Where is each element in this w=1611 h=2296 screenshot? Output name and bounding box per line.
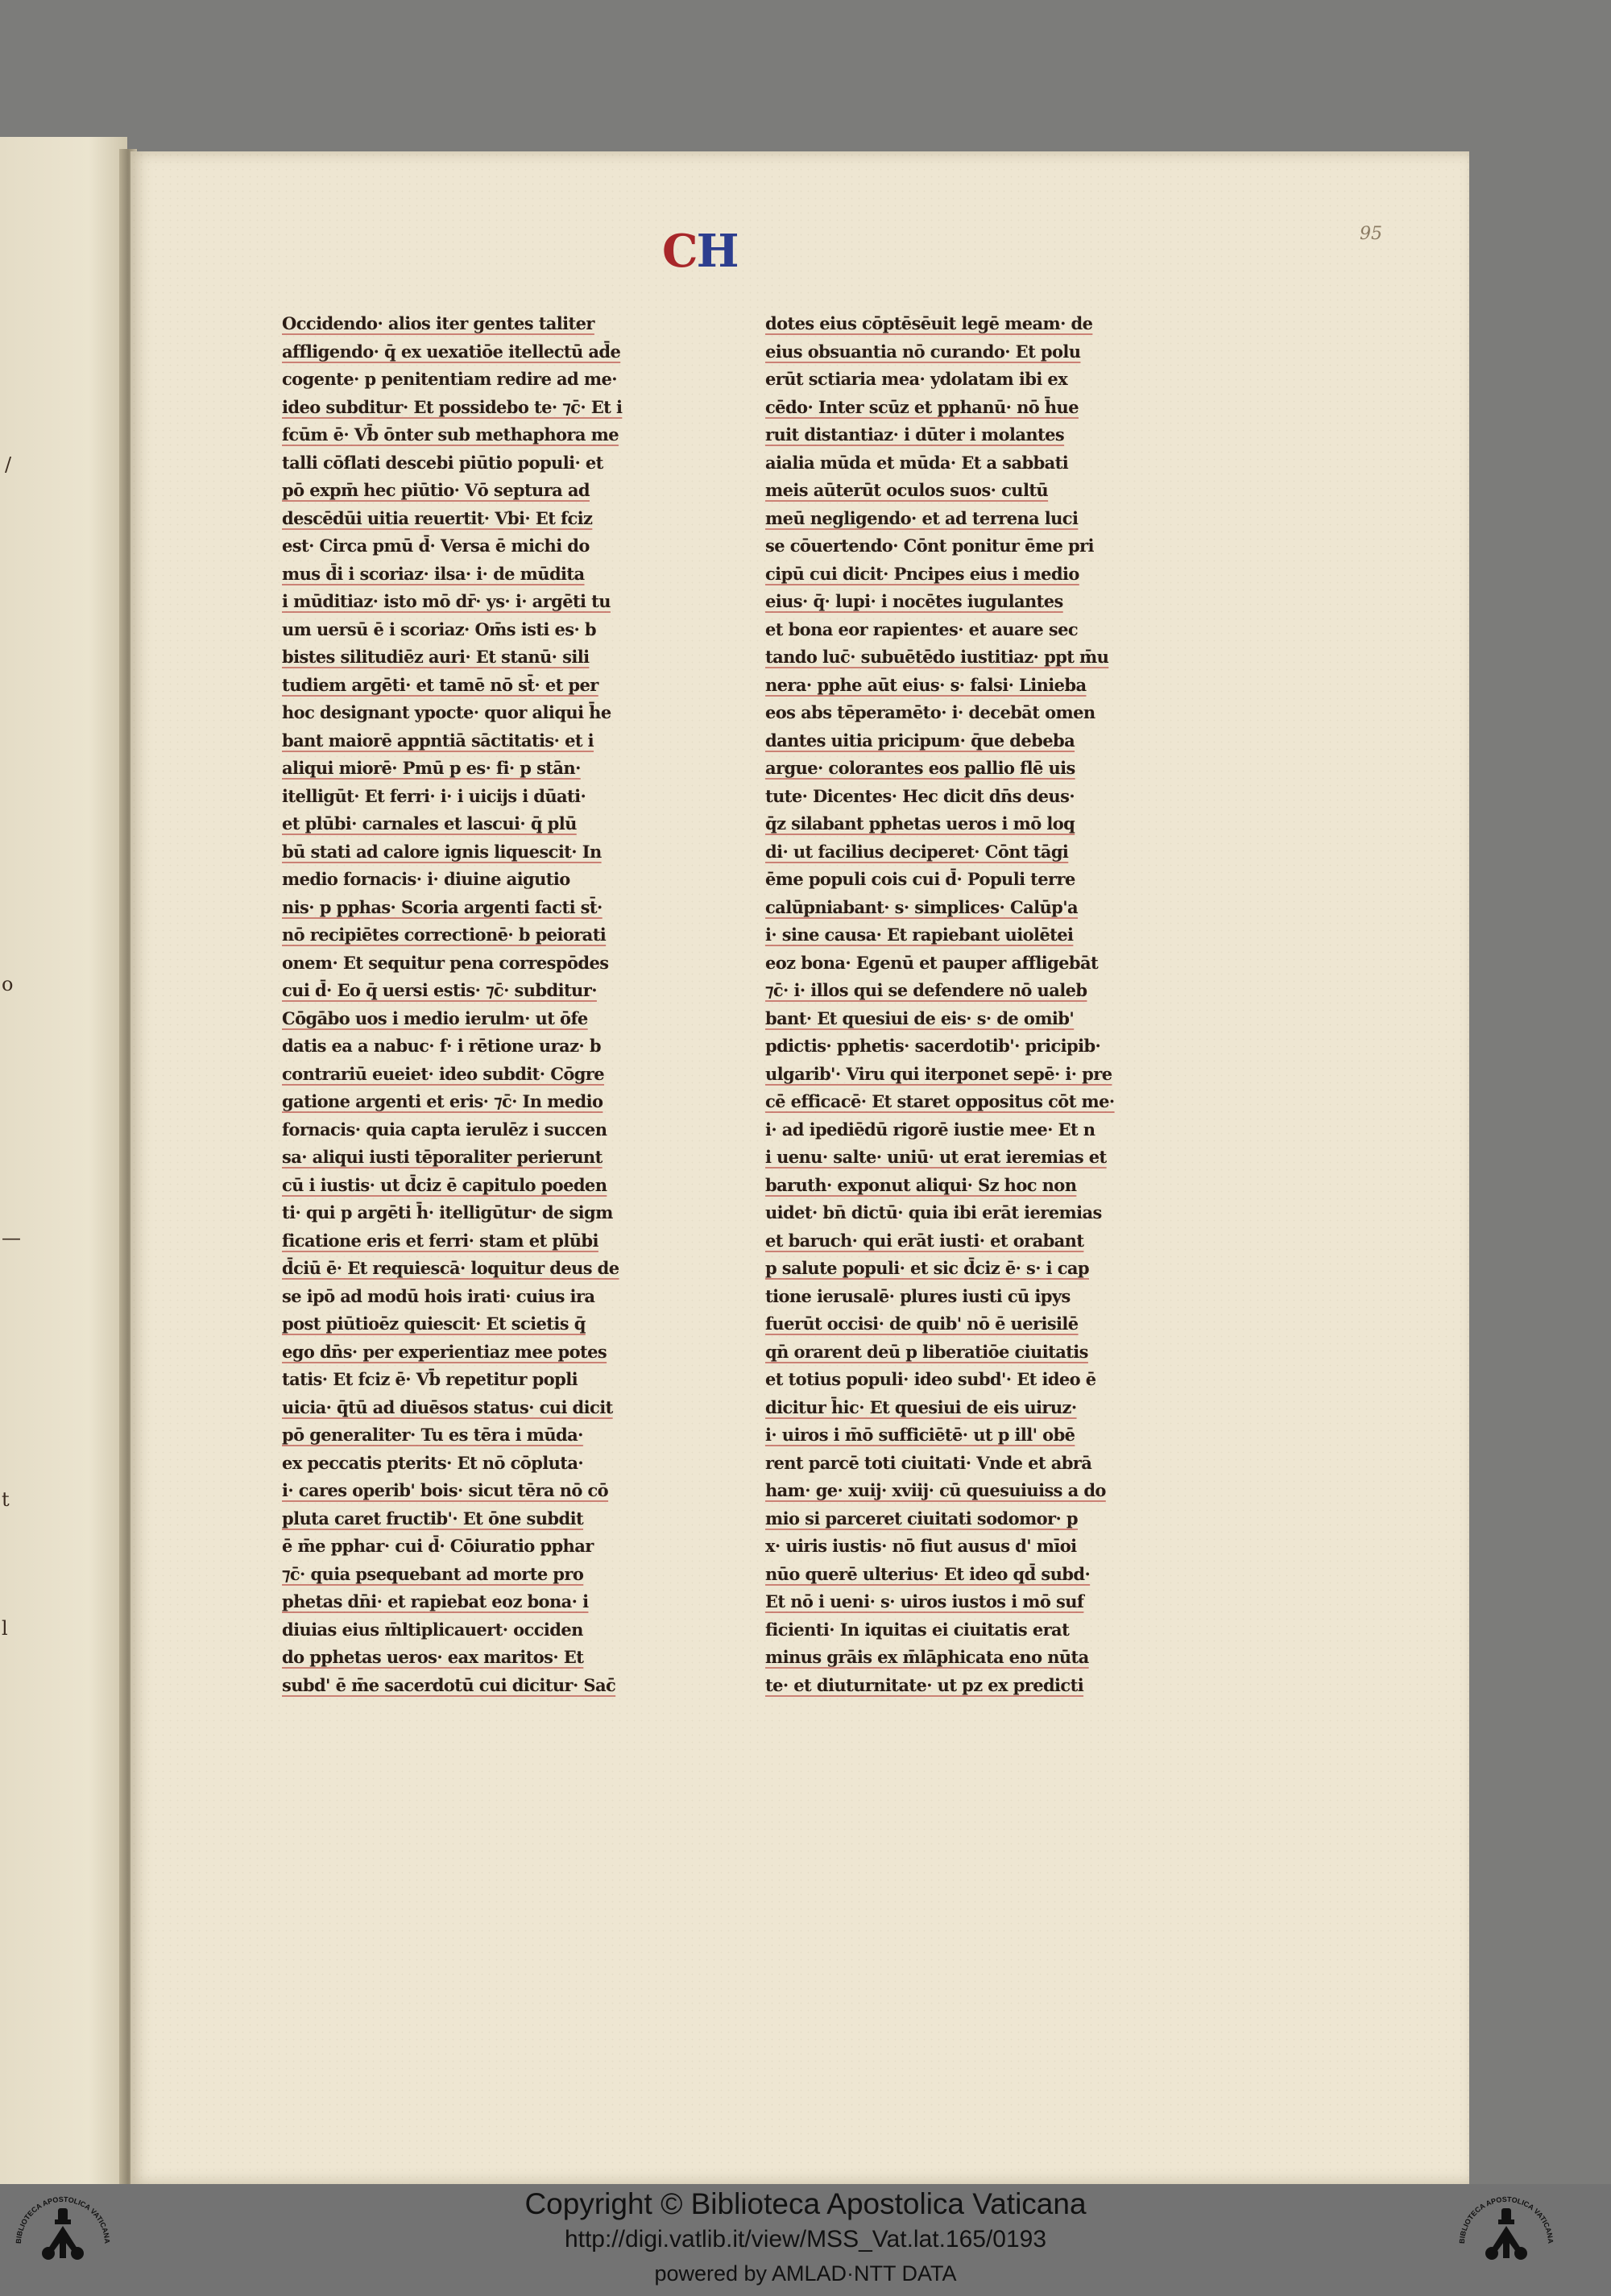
text-line: se ipō ad modū hois irati· cuius ira (282, 1285, 595, 1306)
margin-mark: / (5, 453, 12, 476)
text-line: um uersū ē i scoriaz· Om̄s isti es· b (282, 618, 596, 639)
text-line: Et nō i ueni· s· uiros iustos i mō suf (765, 1591, 1084, 1611)
text-line: i· uiros i m̄ō sufficiētē· ut p ill' obē (765, 1425, 1075, 1445)
text-line: ego dn̄s· per experientiaz mee potes (282, 1341, 607, 1362)
text-line: medio fornacis· i· diuine aigutio (282, 869, 570, 889)
text-line: aialia mūda et mūda· Et a sabbati (765, 452, 1069, 473)
text-line: se cōuertendo· Cōnt ponitur ēme pri (765, 536, 1094, 556)
text-column-right (765, 310, 1210, 1699)
text-line: tute· Dicentes· Hec dicit dn̄s deus· (765, 785, 1075, 806)
text-line: talli cōflati descebi piūtio populi· et (282, 452, 603, 473)
text-line: pluta caret fructib'· Et ōne subdit (282, 1508, 584, 1529)
text-line: uicia· q̄tū ad diuēsos status· cui dicit (282, 1396, 613, 1417)
text-line: calūpniabant· s· simplices· Calūp'a (765, 896, 1079, 917)
text-line: cū i iustis· ut d̄ciz ē capitulo poeden (282, 1174, 607, 1195)
text-line: nūo querē ulterius· Et ideo qd̄ subd· (765, 1563, 1091, 1584)
text-line: x· uiris iustis· nō fiut ausus d' mīoi (765, 1536, 1077, 1556)
text-line: meis aūterūt oculos suos· cultū (765, 480, 1049, 500)
text-line: erūt sctiaria mea· ydolatam ibi ex (765, 369, 1068, 389)
text-line: tudiem argēti· et tamē nō st̄· et per (282, 674, 598, 695)
text-line: ulgarib'· Viru qui iterponet sepē· i· pre (765, 1063, 1112, 1084)
seal-text: BIBLIOTECA APOSTOLICA VATICANA (14, 2195, 112, 2244)
text-line: pdictis· pphetis· sacerdotib'· pricipib· (765, 1036, 1101, 1056)
text-line: i· cares operib' bois· sicut tēra nō cō (282, 1480, 609, 1500)
text-line: i· sine causa· Et rapiebant uiolētei (765, 925, 1074, 945)
text-line: eos abs tēperamēto· i· decebāt omen (765, 702, 1095, 722)
text-line: eius obsuantia nō curando· Et polu (765, 341, 1081, 362)
text-column-left (282, 310, 727, 1699)
seal-text: BIBLIOTECA APOSTOLICA VATICANA (1457, 2195, 1555, 2244)
text-line: ⁊c̄· i· illos qui se defendere nō ualeb (765, 980, 1087, 1000)
text-line: hoc designant ypocte· quor aliqui h̄e (282, 702, 611, 722)
text-line: sa· aliqui iusti tēporaliter perierunt (282, 1147, 603, 1167)
text-line: post piūtioēz quiescit· Et scietis q̄ (282, 1313, 586, 1334)
text-line: ēme populi cois cui d̄· Populi terre (765, 869, 1075, 889)
text-line: tatis· Et fciz ē· Vb̄ repetitur popli (282, 1369, 578, 1389)
text-line: ficienti· In iquitas ei ciuitatis erat (765, 1619, 1070, 1640)
text-line: i uenu· salte· uniū· ut erat ieremias et (765, 1147, 1107, 1167)
text-line: eius· q̄· lupi· i nocētes iugulantes (765, 591, 1063, 611)
text-line: di· ut facilius deciperet· Cōnt tāgi (765, 841, 1069, 862)
text-line: uidet· bn̄ dictū· quia ibi erāt ieremias (765, 1202, 1102, 1222)
text-line: pō expm̄ hec piūtio· Vō septura ad (282, 480, 590, 500)
text-line: i· ad ipediēdū rigorē iustie mee· Et n (765, 1119, 1095, 1140)
text-line: et plūbi· carnales et lascui· q̄ plū (282, 813, 577, 834)
text-line: nō recipiētes correctionē· b peiorati (282, 925, 607, 945)
folio-number: 95 (1360, 224, 1382, 244)
text-line: nis· p pphas· Scoria argenti facti st̄· (282, 896, 603, 917)
facing-page-edge (0, 137, 127, 2184)
text-line: bistes silitudiēz auri· Et stanū· sili (282, 647, 590, 667)
text-line: do pphetas ueros· eax maritos· Et (282, 1647, 584, 1667)
text-line: baruth· exponut aliqui· Sz hoc non (765, 1174, 1077, 1195)
text-line: et baruch· qui erāt iusti· et orabant (765, 1230, 1084, 1251)
text-line: onem· Et sequitur pena correspōdes (282, 952, 609, 973)
text-line: Cōgābo uos i medio ierulm· ut ōfe (282, 1007, 588, 1028)
text-line: cē efficacē· Et staret oppositus cōt me· (765, 1091, 1115, 1111)
text-line: bū stati ad calore ignis liquescit· In (282, 841, 602, 862)
text-line: qn̄ orarent deū p liberatiōe ciuitatis (765, 1341, 1088, 1362)
text-line: ex peccatis pterits· Et nō cōpluta· (282, 1452, 584, 1473)
text-line: diuias eius m̄ltiplicauert· occiden (282, 1619, 583, 1640)
text-line: subd' ē m̄e sacerdotū cui dicitur· Sac̄ (282, 1674, 616, 1695)
text-line: dicitur h̄ic· Et quesiui de eis uiruz· (765, 1396, 1077, 1417)
text-line: d̄ciū ē· Et requiescā· loquitur deus de (282, 1258, 619, 1278)
text-line: bant maiorē appntiā sāctitatis· et i (282, 730, 594, 751)
text-line: tione ierusalē· plures iusti cū ipys (765, 1285, 1071, 1306)
margin-mark: t (2, 1488, 10, 1511)
text-line: fuerūt occisi· de quib' nō ē uerisilē (765, 1313, 1079, 1334)
text-line: cogente· p penitentiam redire ad me· (282, 369, 617, 389)
text-line: tando luc̄· subuētēdo iustitiaz· ppt m̄u (765, 647, 1109, 667)
text-line: cui d̄· Eo q̄ uersi estis· ⁊c̄· subditur· (282, 980, 597, 1000)
text-line: ruit distantiaz· i dūter i molantes (765, 424, 1065, 445)
text-line: i mūditiaz· isto mō dr̄· ys· i· argēti tu (282, 591, 611, 611)
margin-mark: l (2, 1617, 8, 1640)
text-line: datis ea a nabuc· f· i rētione uraz· b (282, 1036, 601, 1056)
text-line: bant· Et quesiui de eis· s· de omib' (765, 1007, 1075, 1028)
text-line: eoz bona· Egenū et pauper affligebāt (765, 952, 1099, 973)
text-line: gatione argenti et eris· ⁊c̄· In medio (282, 1091, 603, 1111)
text-line: p salute populi· et sic d̄ciz ē· s· i cap (765, 1258, 1090, 1278)
text-line: ham· ge· xuij· xviij· cū quesuiuiss a do (765, 1480, 1106, 1500)
margin-mark: o (2, 973, 14, 995)
text-line: fornacis· quia capta ierulēz i succen (282, 1119, 607, 1140)
text-line: contrariū eueiet· ideo subdit· Cōgre (282, 1063, 605, 1084)
copyright-text: Copyright © Biblioteca Apostolica Vaticana (524, 2187, 1087, 2220)
text-line: te· et diuturnitate· ut pz ex predicti (765, 1674, 1084, 1695)
text-line: meū negligendo· et ad terrena luci (765, 507, 1079, 528)
text-line: minus grāis ex m̄lāphicata eno nūta (765, 1647, 1089, 1667)
text-line: pō generaliter· Tu es tēra i mūda· (282, 1425, 583, 1445)
text-line: est· Circa pmū d̄· Versa ē michi do (282, 536, 590, 556)
text-line: ficatione eris et ferri· stam et plūbi (282, 1230, 598, 1251)
text-line: Occidendo· alios iter gentes taliter (282, 313, 594, 333)
chapter-heading (662, 225, 738, 278)
text-line: cēdo· Inter scūz et pphanū· nō h̄ue (765, 396, 1079, 417)
text-line: argue· colorantes eos pallio flē uis (765, 758, 1075, 778)
text-line: dantes uitia pricipum· q̄ue debeba (765, 730, 1075, 751)
heading-initial: C (662, 225, 697, 278)
text-line: ti· qui p argēti h̄· itelligūtur· de sigm (282, 1202, 613, 1222)
text-line: rent parcē toti ciuitati· Vnde et abrā (765, 1452, 1092, 1473)
heading-letter: H (696, 225, 738, 278)
text-line: et totius populi· ideo subd'· Et ideo ē (765, 1369, 1096, 1389)
text-line: mio si parceret ciuitati sodomor· p (765, 1508, 1078, 1529)
text-line: et bona eor rapientes· et auare sec (765, 618, 1079, 639)
text-line: itelligūt· Et ferri· i· i uicijs i dūati· (282, 785, 586, 806)
powered-by-text: powered by AMLAD·NTT DATA (654, 2261, 957, 2286)
text-line: ideo subditur· Et possidebo te· ⁊c̄· Et i (282, 396, 623, 417)
text-line: mus d̄i i scoriaz· ilsa· i· de mūdita (282, 563, 585, 584)
text-line: ē m̄e pphar· cui d̄· Cōiuratio pphar (282, 1536, 594, 1556)
text-line: ⁊c̄· quia psequebant ad morte pro (282, 1563, 584, 1584)
text-line: phetas dn̄i· et rapiebat eoz bona· i (282, 1591, 589, 1611)
text-line: descēdūi uitia reuertit· Vbi· Et fciz (282, 507, 593, 528)
text-line: nera· pphe aūt eius· s· falsi· Linieba (765, 674, 1087, 695)
text-line: aliqui miorē· Pmū p es· fi· p stān· (282, 758, 581, 778)
source-url[interactable]: http://digi.vatlib.it/view/MSS_Vat.lat.165/0193 (564, 2226, 1047, 2253)
text-line: cipū cui dicit· Pncipes eius i medio (765, 563, 1079, 584)
text-line: dotes eius cōptēsēuit legē meam· de (765, 313, 1093, 333)
text-line: fcūm ē· Vb̄ ōnter sub methaphora me (282, 424, 619, 445)
margin-mark: — (2, 1227, 21, 1249)
text-line: q̄z silabant pphetas ueros i mō loq (765, 813, 1075, 834)
text-line: affligendo· q̄ ex uexatiōe itellectū ad̄e (282, 341, 621, 362)
